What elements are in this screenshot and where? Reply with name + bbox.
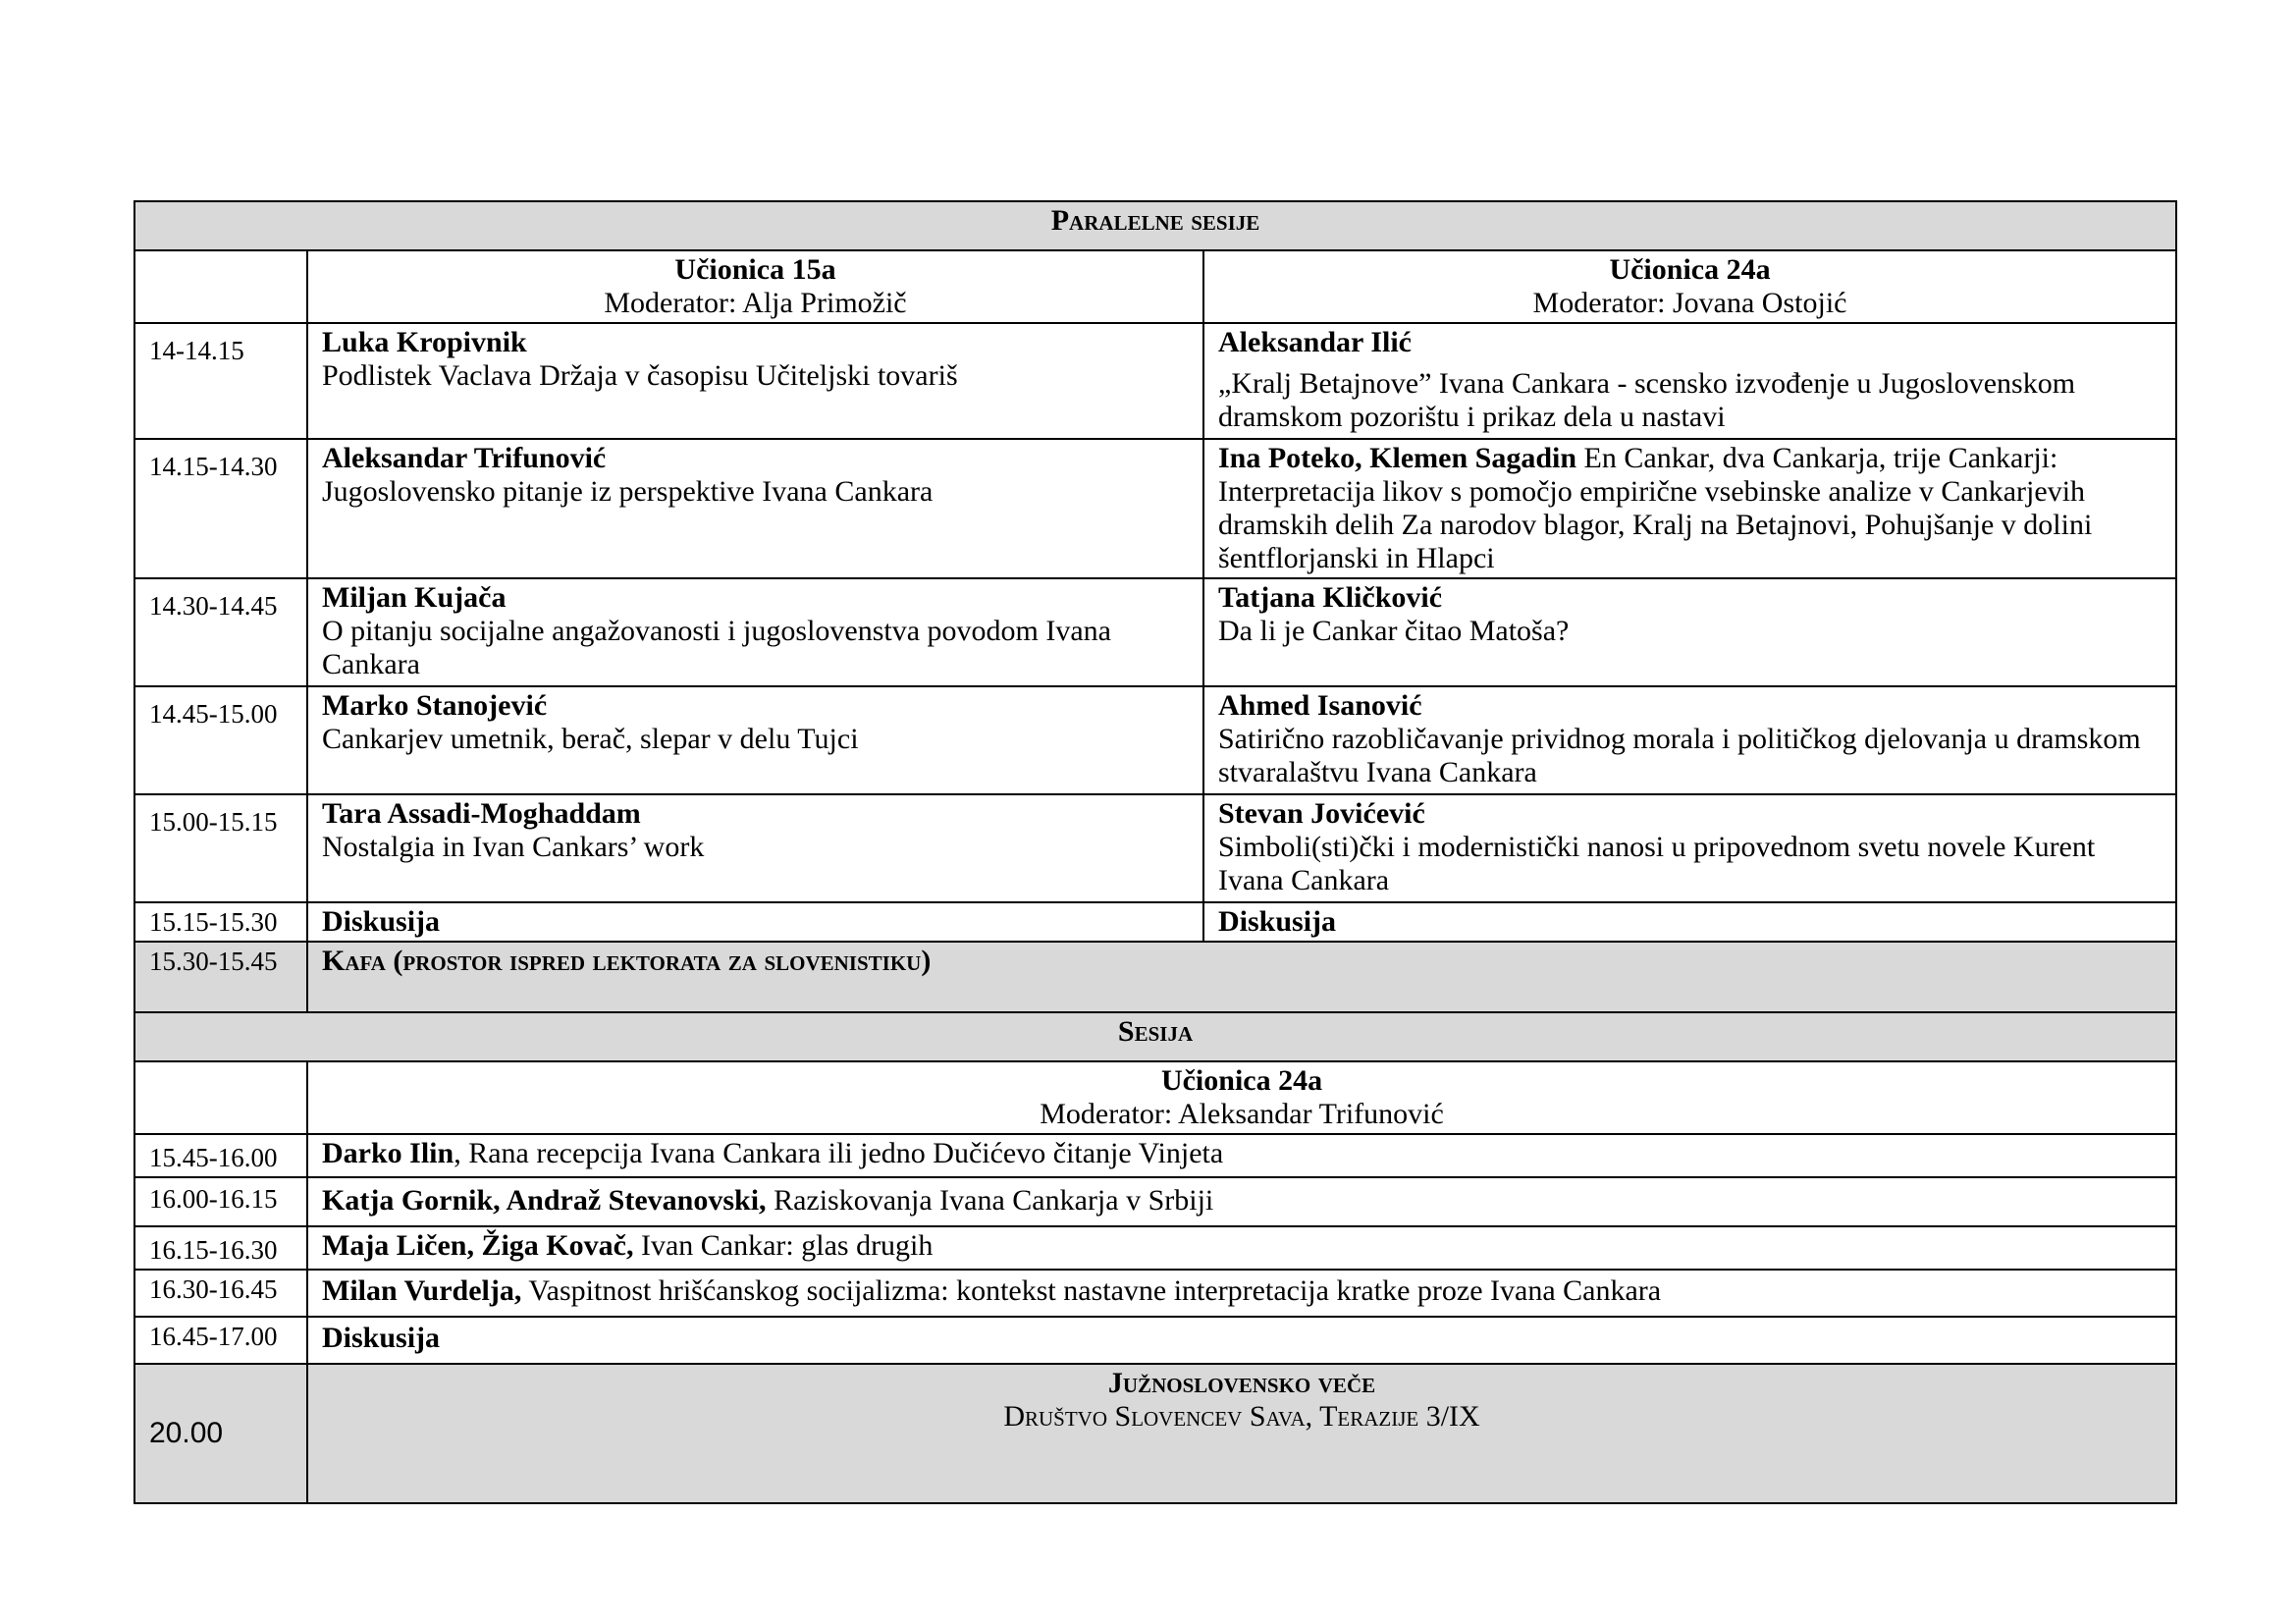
room-a-header: [307, 250, 1203, 323]
talk-author: Marko Stanojević: [322, 689, 548, 722]
talk-author: Ahmed Isanović: [1218, 689, 1422, 722]
talk-a: [307, 578, 1203, 686]
talk-author: Stevan Jovićević: [1218, 797, 1425, 830]
talk-author: Ina Poteko, Klemen Sagadin: [1218, 442, 1577, 474]
talk-author: Katja Gornik, Andraž Stevanovski,: [322, 1184, 767, 1217]
talk-title: Podlistek Vaclava Držaja v časopisu Učiteljski tovariš: [322, 359, 958, 392]
session-room-row: [134, 1061, 2176, 1134]
session-talk: [307, 1134, 2176, 1177]
talk-title: Raziskovanja Ivana Cankarja v Srbiji: [766, 1184, 1214, 1217]
talk-a: [307, 686, 1203, 794]
parallel-sessions-title: Paralelne sesije: [134, 201, 2176, 250]
talk-author: Darko Ilin: [322, 1137, 454, 1169]
talk-title: En Cankar, dva Cankarja, trije Cankarji: Interpretacija likov s pomočjo empirične vsebinske analize v Cankarjevih dramskih delih Za narodov blagor, Kralj na Betajnovi, Pohujšanje v dolini šentflorjanski in Hlapci: [1218, 442, 2093, 574]
talk-b: [1203, 794, 2176, 902]
time-slot: 14-14.15: [134, 323, 307, 439]
talk-title: Cankarjev umetnik, berač, slepar v delu Tujci: [322, 723, 859, 755]
time-slot: 16.30-16.45: [134, 1270, 307, 1317]
time-slot: 16.00-16.15: [134, 1177, 307, 1226]
coffee-break-label: Kafa (prostor ispred lektorata za slovenistiku): [307, 942, 2176, 1012]
table-row: [134, 1270, 2176, 1317]
empty-time-cell: [134, 250, 307, 323]
talk-title: „Kralj Betajnove” Ivana Cankara - scensko izvođenje u Jugoslovenskom dramskom pozorištu i prikaz dela u nastavi: [1218, 367, 2076, 433]
talk-title: Nostalgia in Ivan Cankars’ work: [322, 831, 705, 863]
discussion: Diskusija: [307, 1317, 2176, 1364]
discussion-b: Diskusija: [1203, 902, 2176, 942]
time-slot: 16.45-17.00: [134, 1317, 307, 1364]
talk-title: Simboli(sti)čki i modernistički nanosi u pripovednom svetu novele Kurent Ivana Cankara: [1218, 831, 2096, 896]
evening-place: Društvo Slovencev Sava, Terazije 3/IX: [1003, 1400, 1480, 1433]
evening-row: [134, 1364, 2176, 1503]
session-talk: [307, 1226, 2176, 1270]
time-slot: 14.45-15.00: [134, 686, 307, 794]
talk-b: [1203, 439, 2176, 578]
talk-a: [307, 439, 1203, 578]
table-row: [134, 794, 2176, 902]
session-header-row: [134, 1012, 2176, 1061]
time-slot: 15.15-15.30: [134, 902, 307, 942]
time-slot: 16.15-16.30: [134, 1226, 307, 1270]
parallel-header-row: [134, 201, 2176, 250]
session-room-name: Učionica 24a: [1160, 1064, 1323, 1097]
table-row: [134, 1134, 2176, 1177]
talk-title: O pitanju socijalne angažovanosti i jugoslovenstva povodom Ivana Cankara: [322, 615, 1111, 680]
discussion-a: Diskusija: [307, 902, 1203, 942]
session-talk: [307, 1177, 2176, 1226]
talk-a: [307, 794, 1203, 902]
room-b-moderator: Moderator: Jovana Ostojić: [1532, 287, 1847, 319]
table-row: [134, 578, 2176, 686]
time-slot: 20.00: [134, 1364, 307, 1503]
empty-time-cell: [134, 1061, 307, 1134]
session-room-header: [307, 1061, 2176, 1134]
evening-title: Južnoslovensko veče: [1107, 1367, 1376, 1399]
talk-title: Satirično razobličavanje prividnog morala i političkog djelovanja u dramskom stvaralaštvu Ivana Cankara: [1218, 723, 2141, 788]
session-talk: [307, 1270, 2176, 1317]
session-room-moderator: Moderator: Aleksandar Trifunović: [1040, 1098, 1444, 1130]
talk-b: [1203, 578, 2176, 686]
room-b-name: Učionica 24a: [1609, 253, 1771, 286]
table-row: [134, 686, 2176, 794]
talk-author: Aleksandar Trifunović: [322, 442, 607, 474]
time-slot: 15.00-15.15: [134, 794, 307, 902]
parallel-rooms-row: [134, 250, 2176, 323]
talk-author: Milan Vurdelja,: [322, 1274, 522, 1307]
time-slot: 15.45-16.00: [134, 1134, 307, 1177]
talk-author: Aleksandar Ilić: [1218, 326, 1412, 358]
talk-title: , Rana recepcija Ivana Cankara ili jedno Dučićevo čitanje Vinjeta: [454, 1137, 1224, 1169]
table-row: [134, 1177, 2176, 1226]
talk-title: Vaspitnost hrišćanskog socijalizma: kontekst nastavne interpretacija kratke proze Ivana Cankara: [521, 1274, 1662, 1307]
room-b-header: [1203, 250, 2176, 323]
talk-b: [1203, 323, 2176, 439]
table-row: [134, 902, 2176, 942]
table-row: [134, 1317, 2176, 1364]
evening-event: [307, 1364, 2176, 1503]
session-title: Sesija: [134, 1012, 2176, 1061]
program-table: [133, 200, 2177, 1504]
time-slot: 14.15-14.30: [134, 439, 307, 578]
talk-title: Ivan Cankar: glas drugih: [633, 1229, 934, 1262]
talk-author: Maja Ličen, Žiga Kovač,: [322, 1229, 634, 1262]
talk-title: Da li je Cankar čitao Matoša?: [1218, 615, 1570, 647]
room-a-name: Učionica 15a: [674, 253, 836, 286]
talk-author: Tara Assadi-Moghaddam: [322, 797, 641, 830]
talk-author: Tatjana Kličković: [1218, 581, 1443, 614]
time-slot: 15.30-15.45: [134, 942, 307, 1012]
coffee-break-row: [134, 942, 2176, 1012]
talk-b: [1203, 686, 2176, 794]
talk-a: [307, 323, 1203, 439]
room-a-moderator: Moderator: Alja Primožič: [604, 287, 907, 319]
table-row: [134, 323, 2176, 439]
table-row: [134, 439, 2176, 578]
talk-author: Miljan Kujača: [322, 581, 507, 614]
time-slot: 14.30-14.45: [134, 578, 307, 686]
talk-title: Jugoslovensko pitanje iz perspektive Ivana Cankara: [322, 475, 934, 508]
talk-author: Luka Kropivnik: [322, 326, 527, 358]
table-row: [134, 1226, 2176, 1270]
